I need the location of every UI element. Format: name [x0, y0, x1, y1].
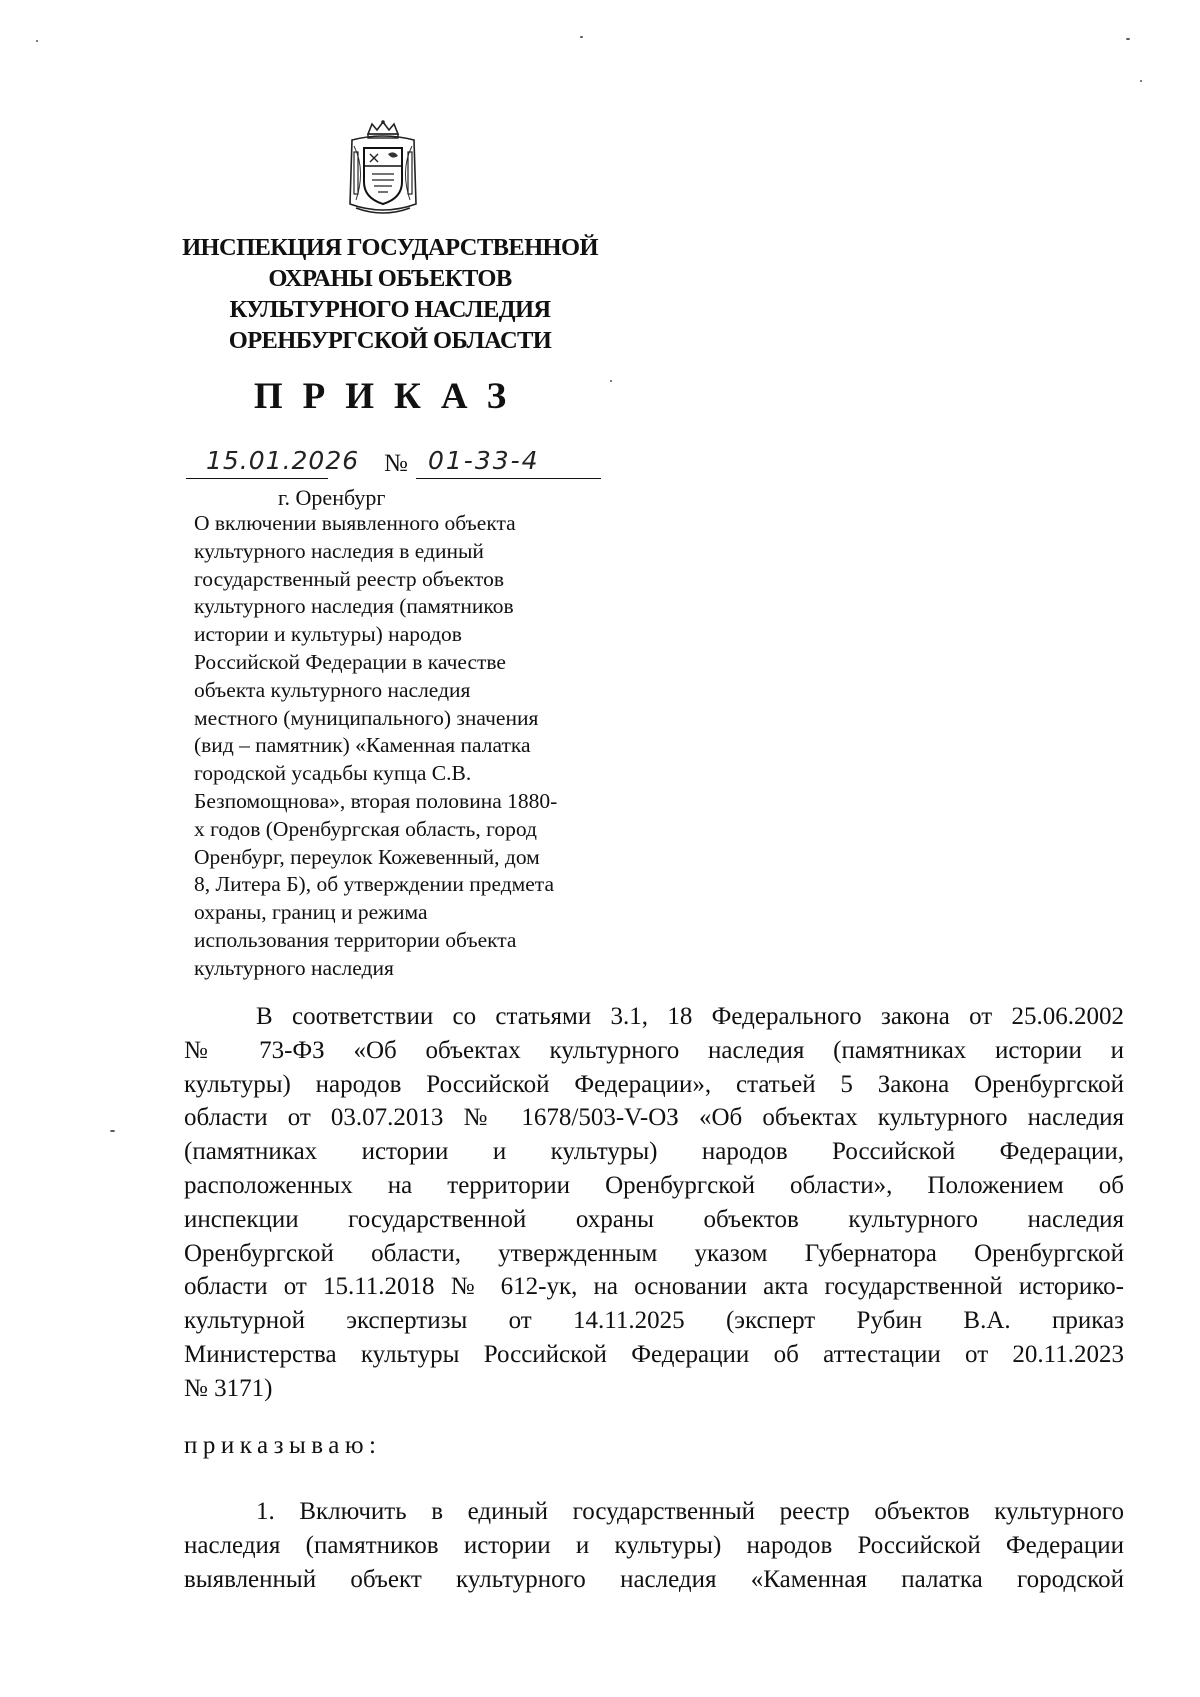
subject-line: х годов (Оренбургская область, город	[194, 816, 537, 841]
date-underline	[186, 478, 328, 479]
scan-speck	[110, 1130, 115, 1132]
subject-line: культурного наследия	[194, 955, 394, 980]
oblast-coat-of-arms-icon	[346, 120, 420, 218]
preamble-paragraph	[184, 1000, 1124, 1406]
handwritten-number: 01-33-4	[428, 446, 540, 475]
subject-line: объекта культурного наследия	[194, 677, 471, 702]
document-type-title: ПРИКАЗ	[253, 376, 527, 417]
city-label: г. Оренбург	[278, 485, 386, 510]
subject-line: истории и культуры) народов	[194, 622, 462, 647]
scan-speck	[36, 40, 38, 42]
item-line: наследия (памятников истории и культуры) народов Российской Федерации	[184, 1531, 1124, 1559]
handwritten-date: 15.01.2026	[206, 446, 360, 475]
subject-line: Оренбург, переулок Кожевенный, дом	[194, 844, 540, 869]
number-sign: №	[384, 450, 408, 477]
subject-line: 8, Литера Б), об утверждении предмета	[194, 872, 555, 897]
date-number-line	[186, 446, 601, 484]
org-line: ОРЕНБУРГСКОЙ ОБЛАСТИ	[228, 327, 552, 354]
org-line: ОХРАНЫ ОБЪЕКТОВ	[268, 265, 512, 292]
subject-line: местного (муниципального) значения	[194, 705, 539, 730]
preamble-line: области от 03.07.2013 № 1678/503-V-ОЗ «Об объектах культурного наследия	[184, 1104, 1124, 1132]
scan-speck	[610, 380, 612, 382]
organization-name	[180, 232, 600, 356]
item-line: 1. Включить в единый государственный реестр объектов культурного	[256, 1498, 1124, 1525]
org-line: КУЛЬТУРНОГО НАСЛЕДИЯ	[229, 296, 551, 323]
order-item-1	[184, 1495, 1124, 1596]
preamble-line: культурной экспертизы от 14.11.2025 (эксперт Рубин В.А. приказ	[184, 1307, 1124, 1335]
preamble-line: (памятниках истории и культуры) народов Российской Федерации,	[184, 1138, 1124, 1166]
subject-line: городской усадьбы купца С.В.	[194, 761, 472, 786]
preamble-line: № 3171)	[184, 1374, 273, 1402]
subject-line: использования территории объекта	[194, 927, 517, 952]
scan-speck	[580, 36, 583, 38]
scan-speck	[1140, 80, 1142, 82]
subject-line: Безпомощнова», вторая половина 1880-	[194, 788, 558, 813]
subject-line: О включении выявленного объекта	[194, 511, 516, 535]
subject-line: культурного наследия (памятников	[194, 594, 514, 619]
order-directive: приказываю:	[184, 1432, 382, 1459]
preamble-line: Министерства культуры Российской Федерации об аттестации от 20.11.2023	[184, 1340, 1124, 1368]
preamble-line: расположенных на территории Оренбургской области», Положением об	[184, 1171, 1124, 1199]
preamble-line: № 73-ФЗ «Об объектах культурного наследия (памятниках истории и	[184, 1036, 1124, 1064]
preamble-line: культуры) народов Российской Федерации», статьей 5 Закона Оренбургской	[184, 1070, 1124, 1098]
preamble-line: В соответствии со статьями 3.1, 18 Федерального закона от 25.06.2002	[256, 1003, 1124, 1030]
org-line: ИНСПЕКЦИЯ ГОСУДАРСТВЕННОЙ	[182, 234, 598, 261]
scan-speck	[1126, 38, 1130, 40]
subject-line: Российской Федерации в качестве	[194, 649, 506, 674]
item-line: выявленный объект культурного наследия «Каменная палатка городской	[184, 1565, 1124, 1593]
subject-line: (вид – памятник) «Каменная палатка	[194, 733, 531, 758]
subject-line: охраны, границ и режима	[194, 900, 428, 925]
preamble-line: Оренбургской области, утвержденным указом Губернатора Оренбургской	[184, 1239, 1124, 1267]
subject-line: культурного наследия в единый	[194, 538, 484, 563]
subject-line: государственный реестр объектов	[194, 566, 504, 591]
number-underline	[416, 478, 601, 479]
preamble-line: области от 15.11.2018 № 612-ук, на основании акта государственной историко-	[184, 1273, 1124, 1301]
order-subject	[194, 510, 614, 983]
preamble-line: инспекции государственной охраны объектов культурного наследия	[184, 1205, 1124, 1233]
